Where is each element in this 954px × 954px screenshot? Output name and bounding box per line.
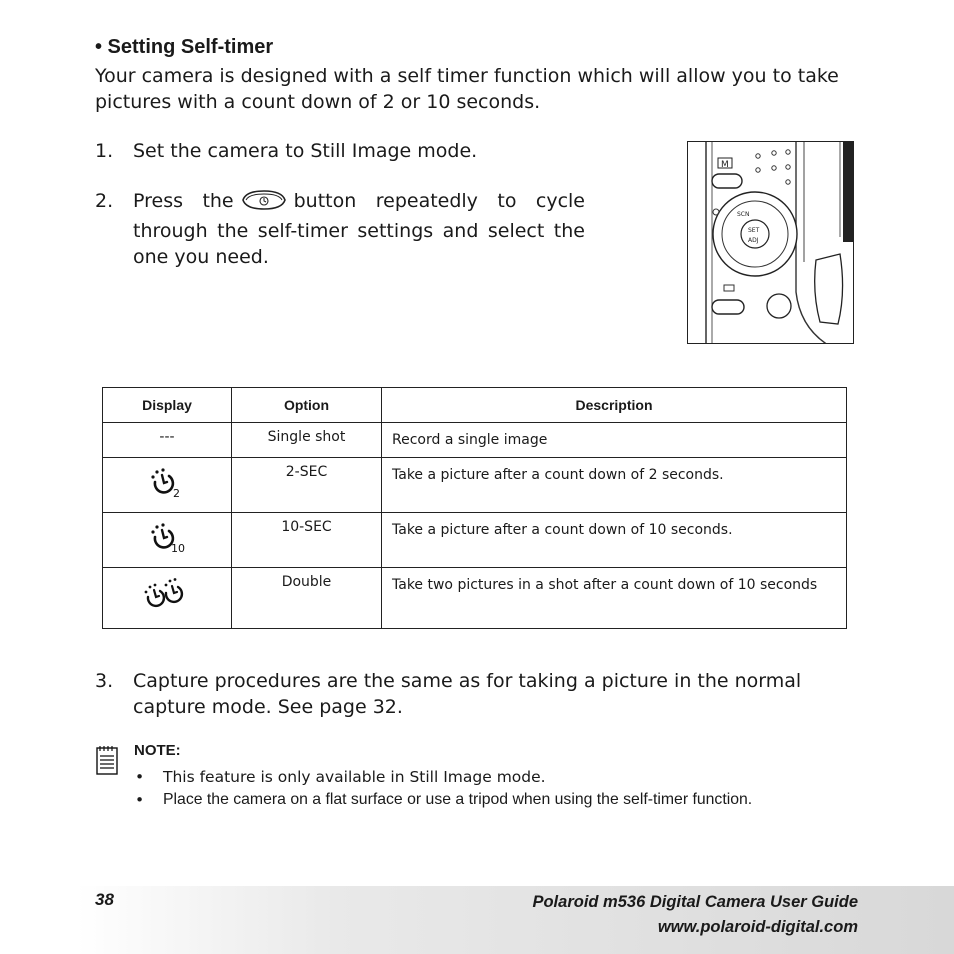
self-timer-options-table — [102, 387, 847, 629]
page-number: 38 — [95, 890, 114, 909]
note-title: NOTE: — [134, 742, 181, 759]
timer-value-label: 2 — [173, 487, 180, 500]
table-row — [103, 568, 847, 629]
option-cell: 10-SEC — [232, 513, 382, 568]
camera-illustration — [687, 141, 854, 344]
bullet: • — [135, 791, 145, 809]
header-description: Description — [382, 388, 847, 423]
step-number: 2. — [95, 190, 114, 212]
self-timer-icon — [147, 521, 187, 555]
option-cell: 2-SEC — [232, 458, 382, 513]
self-timer-button-icon — [240, 189, 288, 218]
section-heading: • Setting Self-timer — [95, 36, 274, 58]
set-label: SET — [748, 227, 760, 234]
adj-label: ADJ — [748, 237, 759, 244]
timer-value-label: 10 — [171, 542, 185, 555]
display-cell — [103, 568, 232, 629]
note-item — [135, 766, 835, 788]
display-cell — [103, 513, 232, 568]
self-timer-icon — [147, 466, 187, 500]
step-text-after: button repeatedly to cycle through the self-timer settings and select the one you need. — [133, 190, 585, 268]
step-2 — [95, 188, 595, 268]
header-display: Display — [103, 388, 232, 423]
note-text: Place the camera on a flat surface or use a tripod when using the self-timer function. — [163, 791, 753, 808]
step-number: 1. — [95, 140, 114, 162]
scn-label: SCN — [737, 211, 750, 218]
camera-back-panel-icon — [688, 142, 854, 344]
header-option: Option — [232, 388, 382, 423]
note-text: This feature is only available in Still Image mode. — [163, 768, 546, 786]
step-number: 3. — [95, 670, 114, 692]
table-row — [103, 458, 847, 513]
bullet: • — [135, 768, 145, 786]
description-cell: Take a picture after a count down of 10 seconds. — [382, 513, 847, 568]
step-text-before: Press the — [133, 190, 234, 212]
table-header-row — [103, 388, 847, 423]
description-cell: Take two pictures in a shot after a count down of 10 seconds — [382, 568, 847, 629]
table-row — [103, 423, 847, 458]
step-text — [133, 188, 585, 270]
step-text: Capture procedures are the same as for taking a picture in the normal capture mode. See page 32. — [133, 670, 802, 718]
mode-label: M — [721, 160, 729, 170]
display-cell — [103, 458, 232, 513]
notepad-icon — [96, 745, 118, 779]
step-text: Set the camera to Still Image mode. — [133, 140, 478, 162]
table-row — [103, 513, 847, 568]
intro-paragraph: Your camera is designed with a self timer function which will allow you to take pictures with a count down of 2 or 10 seconds. — [95, 65, 839, 113]
option-cell: Single shot — [232, 423, 382, 458]
guide-title: Polaroid m536 Digital Camera User Guide — [532, 893, 858, 911]
double-timer-icon — [142, 577, 192, 615]
note-item — [135, 789, 875, 811]
description-cell: Take a picture after a count down of 2 seconds. — [382, 458, 847, 513]
guide-url: www.polaroid-digital.com — [657, 918, 858, 936]
step-3 — [95, 668, 875, 724]
step-1 — [95, 138, 595, 164]
description-cell: Record a single image — [382, 423, 847, 458]
display-cell: --- — [103, 423, 232, 458]
option-cell: Double — [232, 568, 382, 629]
